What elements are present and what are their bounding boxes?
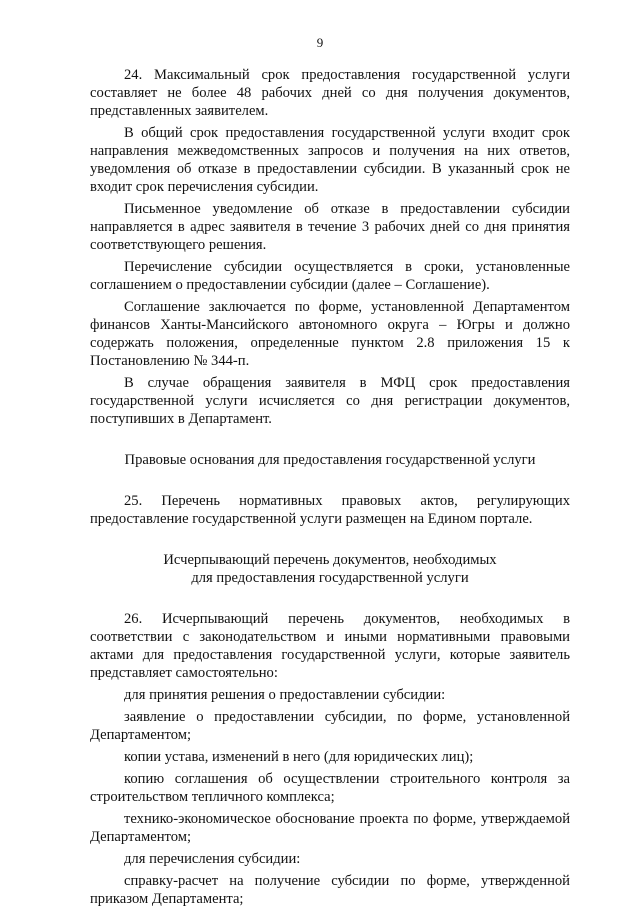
paragraph: В случае обращения заявителя в МФЦ срок предоставления государственной услуги исчисляется со дня регистрации документов, поступивших в Департамент.: [90, 375, 570, 427]
section-heading-documents: [90, 551, 570, 587]
paragraph: Письменное уведомление об отказе в предоставлении субсидии направляется в адрес заявителя в течение 3 рабочих дней со дня принятия соответствующего решения.: [90, 201, 570, 253]
list-item: для перечисления субсидии:: [124, 851, 301, 867]
paragraph: 26. Исчерпывающий перечень документов, необходимых в соответствии с законодательством и иными нормативными правовыми актами для предоставления государственной услуги, которые заявитель представляет самостоятельно:: [90, 611, 570, 681]
paragraph: Перечисление субсидии осуществляется в сроки, установленные соглашением о предоставлении субсидии (далее – Соглашение).: [90, 259, 570, 293]
paragraph: 25. Перечень нормативных правовых актов, регулирующих предоставление государственной услуги размещен на Едином портале.: [90, 493, 570, 527]
list-item: копии устава, изменений в него (для юридических лиц);: [124, 749, 474, 765]
page-number: 9: [316, 35, 324, 50]
paragraph: 24. Максимальный срок предоставления государственной услуги составляет не более 48 рабочих дней со дня получения документов, представленных заявителем.: [90, 67, 570, 119]
paragraph: В общий срок предоставления государственной услуги входит срок направления межведомственных запросов и получения на них ответов, уведомления об отказе в предоставлении субсидии. В указанный срок не входит срок перечисления субсидии.: [90, 125, 570, 195]
heading-line: для предоставления государственной услуги: [191, 570, 469, 586]
list-item: для принятия решения о предоставлении субсидии:: [124, 687, 446, 703]
paragraph: Соглашение заключается по форме, установленной Департаментом финансов Ханты-Мансийского автономного округа – Югры и должно содержать положения, определенные пунктом 2.8 приложения 15 к Постановлению № 344-п.: [90, 299, 570, 369]
list-item: технико-экономическое обоснование проекта по форме, утверждаемой Департаментом;: [90, 811, 570, 845]
list-item: справку-расчет на получение субсидии по форме, утвержденной приказом Департамента;: [90, 873, 570, 907]
section-heading-legal-basis: Правовые основания для предоставления государственной услуги: [124, 452, 536, 468]
heading-line: Исчерпывающий перечень документов, необходимых: [163, 552, 497, 568]
list-item: копию соглашения об осуществлении строительного контроля за строительством тепличного комплекса;: [90, 771, 570, 805]
page-body: [90, 66, 570, 908]
list-item: заявление о предоставлении субсидии, по форме, установленной Департаментом;: [90, 709, 570, 743]
